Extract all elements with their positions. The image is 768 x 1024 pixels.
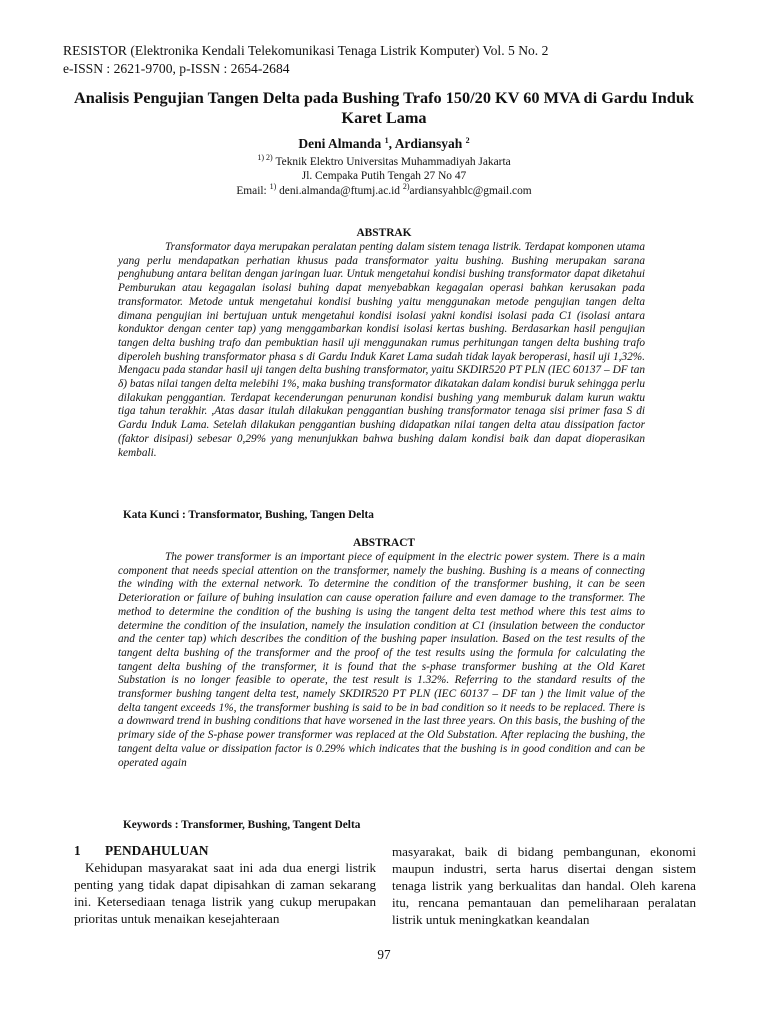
author-name: Deni Almanda (298, 136, 382, 151)
paper-title: Analisis Pengujian Tangen Delta pada Bushing Trafo 150/20 KV 60 MVA di Gardu Induk Karet Lama (74, 88, 694, 127)
journal-header (63, 42, 548, 77)
email-label: Email: (236, 185, 267, 197)
affiliation-text: Teknik Elektro Universitas Muhammadiyah Jakarta (275, 156, 511, 168)
affiliation-superscript: 1) 2) (257, 153, 273, 162)
author-name: Ardiansyah (394, 136, 463, 151)
section-number: 1 (74, 843, 81, 858)
abstrak-heading: ABSTRAK (356, 227, 412, 239)
author-line (60, 136, 708, 152)
abstract-body: The power transformer is an important piece of equipment in the electric power system. There is a main component that needs special attention on the transformer, namely the bushing. Bushing is a means of connecting the winding with the external network. To determine the condition of the transformer bushing, it can be seen Deterioration or failure of buhing insulation can cause operation failure and even damage to the transformer. The method to determine the condition of the bushing is using the tangent delta test method where this test aims to determine the condition of the insulation, namely the insulation condition at C1 (insulation between the conductor and the center tap) which describes the condition of the bushing paper insulation. Based on the test results of the tangent delta bushing of the transformer and the proof of the test results using the formula for calculating the tangent delta bushing of the transformer, it is found that the s-phase transformer bushing at the Old Karet Substation is no longer feasible to operate, the test result is 1.32%. Referring to the standard results of the transformer bushing tangent delta test, namely SKDIR520 PT PLN (IEC 60137 – DF tan ) the limit value of the delta tangent exceeds 1%, the transformer bushing is said to be in bad condition so it needs to be replaced. There is a downward trend in bushing conditions that have worsened in the last three years. On this basis, the bushing of the primary side of the S-phase power transformer was replaced at the Old Substation. After replacing the bushing, the tangent delta value or dissipation factor is 0.29% which indicates that the bushing is in good condition and can be operated again (118, 551, 645, 769)
email-link[interactable]: ardiansyahblc@gmail.com (409, 185, 532, 197)
abstract-heading: ABSTRACT (352, 537, 416, 549)
intro-left-column: Kehidupan masyarakat saat ini ada dua energi listrik penting yang tidak dapat dipisahkan di zaman sekarang ini. Ketersediaan tenaga listrik yang cukup merupakan prioritas untuk menaikan kesejahteraan (74, 860, 376, 926)
email-line (60, 184, 708, 198)
affiliation-dept (60, 155, 708, 169)
author-superscript: 2 (465, 136, 470, 145)
author-superscript: 1 (384, 136, 389, 145)
intro-right-column: masyarakat, baik di bidang pembangunan, ekonomi maupun industri, serta harus disertai dengan sistem tenaga listrik yang berkualitas dan handal. Oleh karena itu, rencana pemantauan dan pemeliharaan peralatan listrik untuk meningkatkan keandalan (392, 844, 696, 927)
abstrak-body: Transformator daya merupakan peralatan penting dalam sistem tenaga listrik. Terdapat komponen utama yang perlu mendapatkan perhatian khusus pada transformator yaitu bushing. Bushing merupakan sarana penghubung antara belitan dengan jaringan luar. Untuk mengetahui kondisi bushing transformator dapat diketahui Pemburukan atau kegagalan isolasi buhing dapat menyebabkan kegagalan operasi bahkan kerusakan pada transformator. Metode untuk mengetahui kondisi bushing yaitu menggunakan metode pengujian tangen delta dimana pengujian ini bertujuan untuk mengetahui kondisi isolasi yakni kondisi isolasi pada C1 (isolasi antara konduktor dengan center tap) yang menggambarkan kondisi isolasi kertas bushing. Berdasarkan hasil pengujian tangen delta bushing trafo dan pembuktian hasil uji menggunakan rumus perhitungan tangen delta bushing trafo diperoleh bushing transformator phasa s di Gardu Induk Karet Lama sudah tidak layak beroperasi, hasil uji 1,32%. Mengacu pada standar hasil uji tangen delta bushing transformator, yaitu SKDIR520 PT PLN (IEC 60137 – DF tan δ) batas nilai tangen delta melebihi 1%, maka bushing transformator dikatakan dalam kondisi buruk sehingga perlu dilakukan penggantian. Terdapat kecenderungan penurunan kondisi bushing yang memburuk dalam kurun waktu tiga tahun terakhir. ,Atas dasar itulah dilakukan penggantian bushing transformator tenaga sisi primer fasa S di Gardu Induk Lama. Setelah dilakukan penggantian bushing didapatkan nilai tangen delta atau dissipation factor (faktor disipasi) sebesar 0,29% yang menunjukkan bahwa bushing dalam kondisi baik dan dapat dioperasikan kembali. (118, 241, 645, 459)
affiliation-address: Jl. Cempaka Putih Tengah 27 No 47 (301, 170, 467, 182)
author-separator: , (388, 136, 395, 151)
section-heading (74, 843, 208, 859)
journal-issn-line: e-ISSN : 2621-9700, p-ISSN : 2654-2684 (63, 60, 290, 76)
keywords: Keywords : Transformer, Bushing, Tangent Delta (123, 819, 361, 831)
journal-title-line: RESISTOR (Elektronika Kendali Telekomunikasi Tenaga Listrik Komputer) Vol. 5 No. 2 (63, 43, 549, 58)
email-superscript: 2) (402, 182, 410, 191)
section-title: PENDAHULUAN (105, 843, 209, 858)
email-superscript: 1) (269, 182, 277, 191)
email-link[interactable]: deni.almanda@ftumj.ac.id (279, 185, 400, 197)
page-number: 97 (377, 947, 391, 962)
kata-kunci: Kata Kunci : Transformator, Bushing, Tangen Delta (123, 509, 374, 521)
